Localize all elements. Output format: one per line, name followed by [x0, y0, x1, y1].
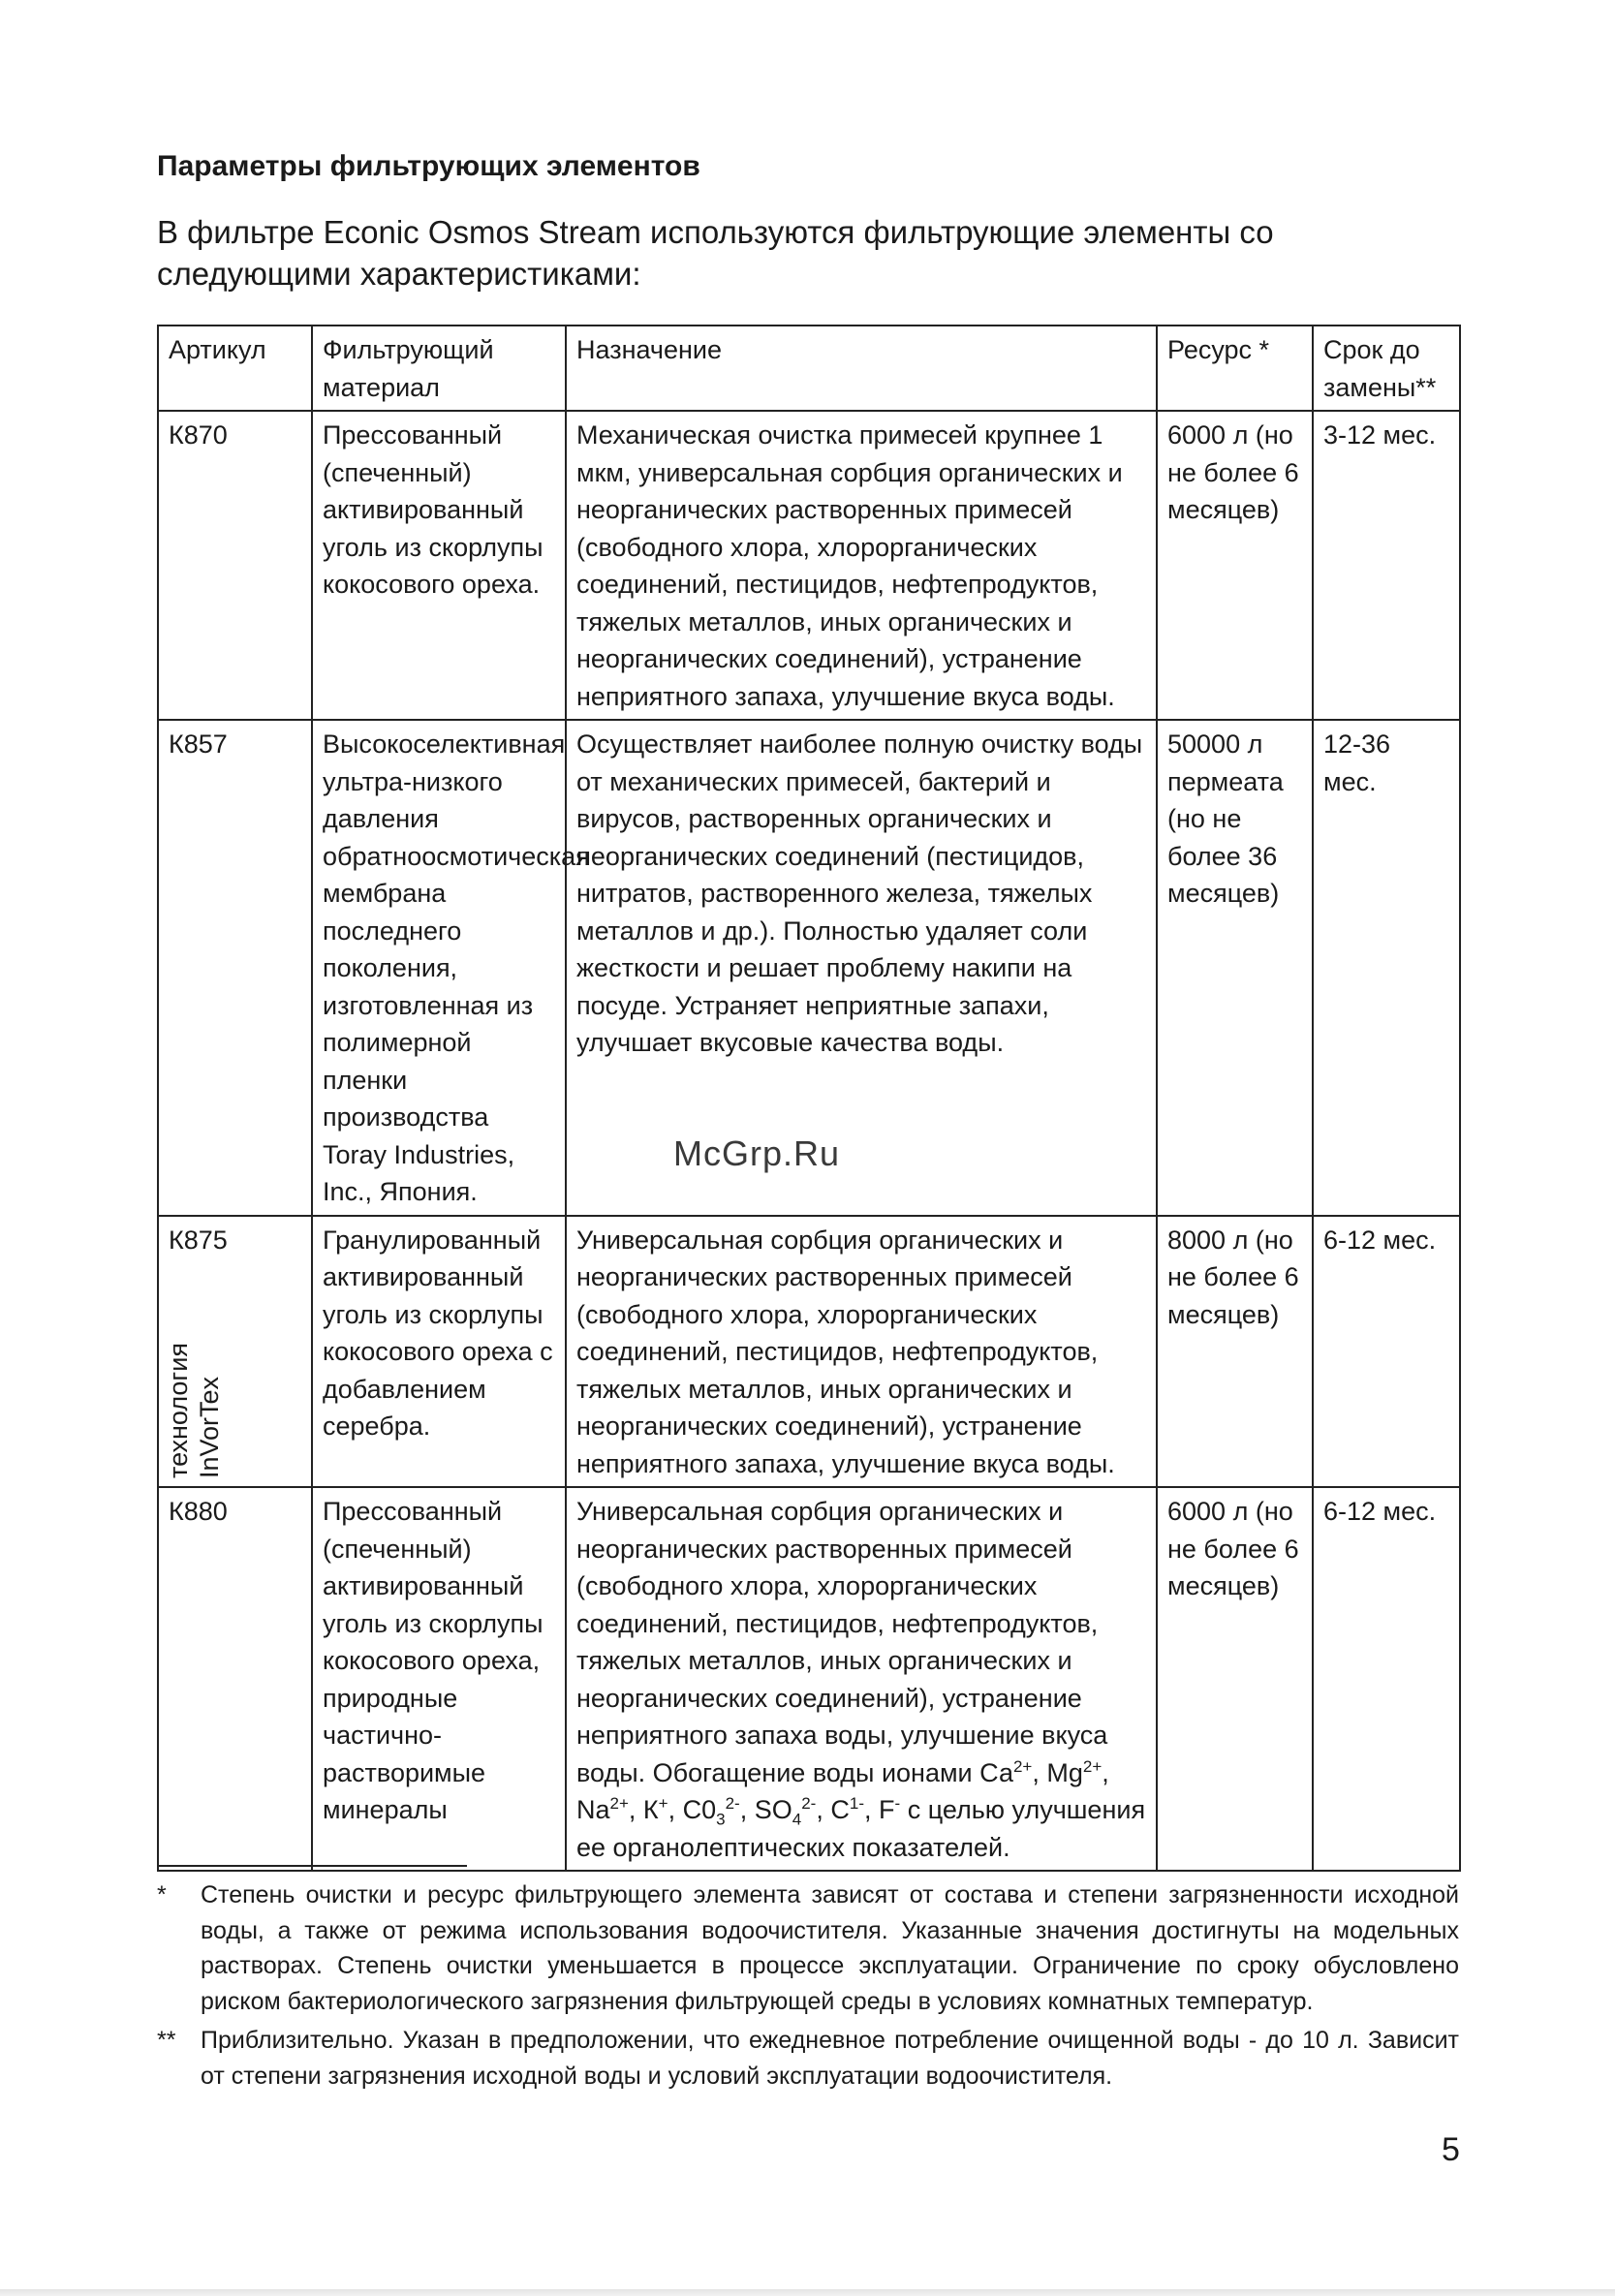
cell-term: 6-12 мес. [1313, 1487, 1460, 1871]
ion-f: F [879, 1795, 895, 1824]
ion-ca-charge: 2+ [1012, 1756, 1033, 1776]
ion-cl-charge: 1- [849, 1794, 864, 1813]
table-row [158, 1487, 1460, 1871]
table-row [158, 411, 1460, 720]
header-material: Фильтрующий материал [312, 326, 566, 411]
cell-resource: 50000 л пермеата (но не более 36 месяцев) [1157, 720, 1313, 1216]
ion-so4: SO [754, 1795, 792, 1824]
purpose-tail: с целью улучшения ее органолептических показателей. [576, 1795, 1146, 1862]
cell-article [158, 1216, 312, 1488]
cell-purpose: Универсальная сорбция органических и неорганических растворенных примесей (свободного хлора, хлорорганических соединений, пестицидов, нефтепродуктов, тяжелых металлов, иных органических и неорганических соединений), устранение неприятного запаха, улучшение вкуса воды. [566, 1216, 1157, 1488]
header-resource: Ресурс * [1157, 326, 1313, 411]
cell-material: Высокоселективная ультра-низкого давления обратноосмотическая мембрана последнего поколения, изготовленная из полимерной пленки производства Toray Industries, Inc., Япония. [312, 720, 566, 1216]
technology-label-vertical [153, 1294, 224, 1478]
section-heading: Параметры фильтрующих элементов [157, 150, 700, 182]
footnote-mark: * [157, 1881, 167, 1908]
cell-material: Гранулированный активированный уголь из скорлупы кокосового ореха с добавлением серебра. [312, 1216, 566, 1488]
ion-mg: Mg [1046, 1757, 1083, 1787]
ion-so4-charge: 2- [801, 1794, 817, 1813]
filter-elements-table [157, 325, 1461, 1872]
technology-label-line2: InVorTex [195, 1376, 224, 1478]
cell-purpose: Универсальная сорбция органических и неорганических растворенных примесей (свободного хлора, хлорорганических соединений, пестицидов, нефтепродуктов, тяжелых металлов, иных органических и неорганических соединений), устранение неприятного запаха воды, улучшение вкуса воды. Обогащение воды ионами $Са^{2+}$, $Mg^{2+}$, $Na^{2+}$, К+, $С0_3^{2-}$, $SO_4^{2-}$, $С^{1-}$, F- с целью улучшения ее органолептических показателей. [566, 1487, 1157, 1871]
table-row [158, 1216, 1460, 1488]
cell-article: К857 [158, 720, 312, 1216]
footnote [157, 1877, 1459, 2019]
ion-k: К [642, 1795, 659, 1824]
header-purpose: Назначение [566, 326, 1157, 411]
cell-resource: 6000 л (но не более 6 месяцев) [1157, 411, 1313, 720]
cell-article: К870 [158, 411, 312, 720]
scan-edge [0, 2285, 1615, 2296]
cell-material: Прессованный (спеченный) активированный уголь из скорлупы кокосового ореха. [312, 411, 566, 720]
article-code: К875 [169, 1225, 228, 1255]
cell-purpose: Механическая очистка примесей крупнее 1 мкм, универсальная сорбция органических и неорганических растворенных примесей (свободного хлора, хлорорганических соединений, пестицидов, нефтепродуктов, тяжелых металлов, иных органических и неорганических соединений), устранение неприятного запаха, улучшение вкуса воды. [566, 411, 1157, 720]
ion-so4-subscript: 4 [792, 1810, 802, 1829]
ion-k-charge: + [658, 1794, 668, 1813]
footnote-text: Приблизительно. Указан в предположении, что ежедневное потребление очищенной воды - до 10 л. Зависит от степени загрязнения исходной воды и условий эксплуатации водоочистителя. [201, 2027, 1459, 2090]
table-header-row [158, 326, 1460, 411]
cell-material: Прессованный (спеченный) активированный уголь из скорлупы кокосового ореха, природные частично-растворимые минералы [312, 1487, 566, 1871]
ion-co3-subscript: 3 [716, 1810, 726, 1829]
intro-paragraph: В фильтре Econic Osmos Stream используются фильтрующие элементы со следующими характеристиками: [157, 214, 1274, 292]
technology-label-line1: технология [164, 1343, 193, 1478]
ion-co3-charge: 2- [725, 1794, 740, 1813]
header-term: Срок до замены** [1313, 326, 1460, 411]
ion-na-charge: 2+ [609, 1794, 629, 1813]
ion-f-charge: - [894, 1794, 901, 1813]
cell-article: К880 [158, 1487, 312, 1871]
watermark: McGrp.Ru [673, 1133, 841, 1173]
cell-term: 12-36 мес. [1313, 720, 1460, 1216]
cell-resource: 8000 л (но не более 6 месяцев) [1157, 1216, 1313, 1488]
cell-term: 6-12 мес. [1313, 1216, 1460, 1488]
footnote-text: Степень очистки и ресурс фильтрующего элемента зависят от состава и степени загрязненности исходной воды, а также от режима использования водоочистителя. Указанные значения достигнуты на модельных растворах. Степень очистки уменьшается в процессе эксплуатации. Ограничение по сроку обусловлено риском бактериологического загрязнения фильтрующей среды в условиях комнатных температур. [201, 1881, 1459, 2015]
footnote-mark: ** [157, 2027, 176, 2054]
cell-term: 3-12 мес. [1313, 411, 1460, 720]
header-article: Артикул [158, 326, 312, 411]
footnote [157, 2023, 1459, 2094]
footnotes [157, 1877, 1459, 2097]
ion-cl: С [830, 1795, 850, 1824]
ion-mg-charge: 2+ [1082, 1756, 1103, 1776]
ion-co3: С0 [682, 1795, 717, 1824]
ion-na: Na [576, 1795, 610, 1824]
ion-ca: Са [979, 1757, 1013, 1787]
purpose-text: Универсальная сорбция органических и неорганических растворенных примесей (свободного хлора, хлорорганических соединений, пестицидов, нефтепродуктов, тяжелых металлов, иных органических и неорганических соединений), устранение неприятного запаха воды, улучшение вкуса воды. Обогащение воды ионами [576, 1497, 1108, 1787]
cell-purpose: Осуществляет наиболее полную очистку воды от механических примесей, бактерий и вирусов, растворенных органических и неорганических соединений (пестицидов, нитратов, растворенного железа, тяжелых металлов и др.). Полностью удаляет соли жесткости и решает проблему накипи на посуде. Устраняет неприятные запахи, улучшает вкусовые качества воды. [566, 720, 1157, 1216]
cell-resource: 6000 л (но не более 6 месяцев) [1157, 1487, 1313, 1871]
footnote-divider [157, 1865, 467, 1867]
page-number: 5 [1442, 2131, 1460, 2168]
